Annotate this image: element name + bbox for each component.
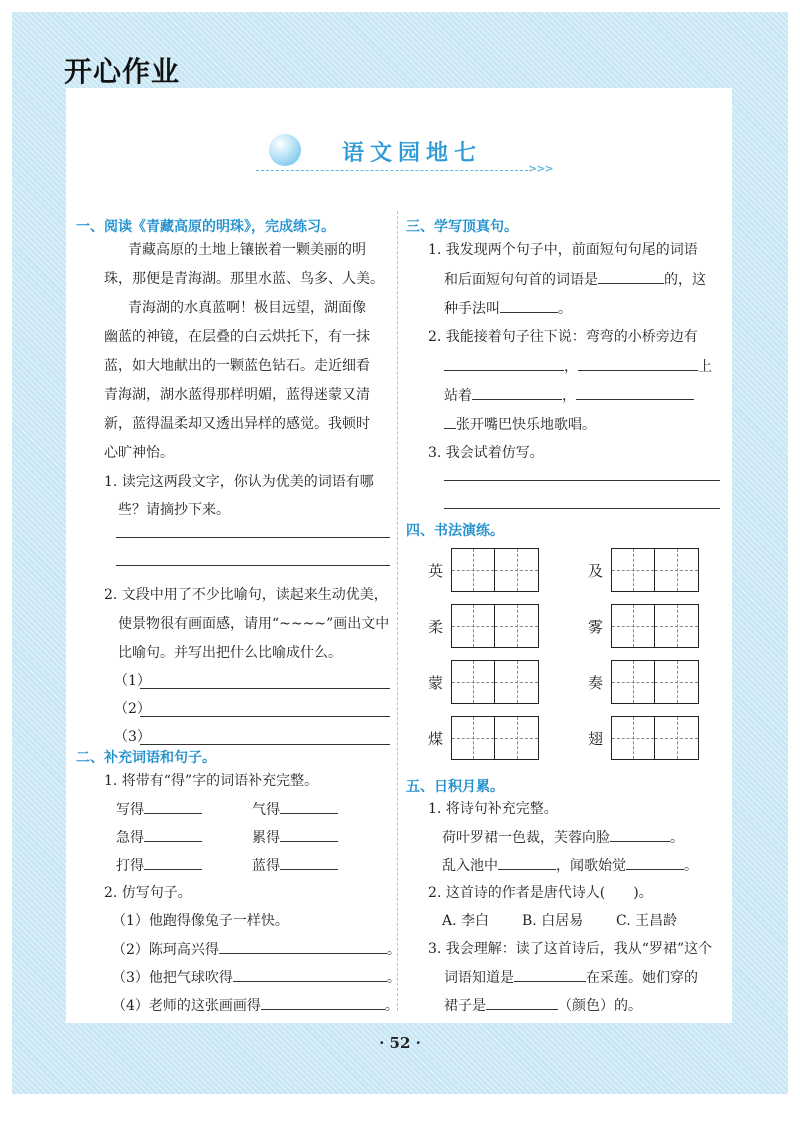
practice-char: 及 — [588, 562, 604, 580]
answer-blank[interactable] — [144, 856, 202, 870]
answer-blank[interactable] — [576, 386, 694, 400]
writing-grid[interactable] — [451, 604, 539, 648]
question-text: 2. 我能接着句子往下说：弯弯的小桥旁边有 — [428, 329, 698, 345]
section-3-heading: 三、学写顶真句。 — [406, 219, 518, 235]
writing-grid[interactable] — [611, 716, 699, 760]
answer-blank[interactable] — [514, 968, 586, 982]
question-text: 2. 仿写句子。 — [104, 885, 192, 901]
practice-char: 英 — [428, 562, 444, 580]
answer-blank[interactable] — [444, 357, 564, 371]
answer-blank[interactable] — [280, 800, 338, 814]
answer-blank[interactable] — [486, 996, 558, 1010]
answer-blank[interactable] — [598, 270, 664, 284]
answer-line[interactable] — [116, 565, 390, 566]
chevron-right-icon: >>> — [528, 162, 553, 175]
word-fill: 蓝得 — [252, 856, 338, 875]
word-fill: 气得 — [252, 800, 338, 819]
word-fill: 写得 — [116, 800, 202, 819]
answer-blank[interactable] — [280, 856, 338, 870]
writing-grid[interactable] — [611, 604, 699, 648]
question-text: 1. 读完这两段文字，你认为优美的词语有哪 — [104, 474, 374, 490]
answer-label: （2） — [114, 701, 151, 717]
answer-label: （3） — [114, 729, 151, 745]
practice-char: 蒙 — [428, 674, 444, 692]
answer-blank[interactable] — [144, 800, 202, 814]
brand-title: 开心作业 — [64, 55, 181, 88]
practice-char: 柔 — [428, 618, 444, 636]
column-divider — [397, 211, 398, 1011]
section-5-heading: 五、日积月累。 — [406, 779, 504, 795]
question-text: 些？请摘抄下来。 — [118, 502, 230, 518]
answer-line[interactable] — [140, 744, 390, 745]
question-text: 使景物很有画面感，请用“~~~~”画出文中 — [118, 616, 390, 632]
passage-line: 青藏高原的土地上镶嵌着一颗美丽的明 — [128, 242, 366, 258]
practice-char: 奏 — [588, 674, 604, 692]
practice-char: 雾 — [588, 618, 604, 636]
answer-blank[interactable] — [626, 856, 684, 870]
answer-blank[interactable] — [444, 415, 456, 429]
answer-line[interactable] — [140, 716, 390, 717]
answer-blank[interactable] — [144, 828, 202, 842]
answer-label: （1） — [114, 673, 151, 689]
answer-blank[interactable] — [233, 968, 387, 982]
option-c[interactable]: C. 王昌龄 — [616, 913, 678, 929]
worksheet-title-banner — [66, 128, 732, 188]
worksheet-card: 语文园地七 >>> 一、阅读《青藏高原的明珠》，完成练习。 青藏高原的土地上镶嵌着一颗美丽的明 珠，那便是青海湖。那里水蓝、鸟多、人美。 青海湖的水真蓝啊！极目远望，湖面像 幽蓝的神镜，在层叠的白云烘托下，有一抹 蓝，如大地献出的一颗蓝色钻石。走近细看 青海湖，湖水蓝得那样明媚，蓝得迷蒙又清 新，蓝得温柔却又透出异样的感觉。我顿时 心旷神怡。 1. 读完这两段文字，你认为优美的词语有哪 些？请摘抄下来。 2. 文段中用了不少比喻句，读起来生动优美， 使景物很有画面感，请用“~~~~”画出文中 比喻句。并写出把什么比喻成什么。 （1） （2） （3） 二、补充词语和句子。 1. 将带有“得”字的词语补充完整。 写得 气得 急得 累得 打得 蓝得 2. 仿写句子。 （1）他跑得像兔子一样快。 （2）陈珂高兴得 。 （3）他把气球吹得 。 （4）老师的这张画画得 。 三、学写顶真句。 1. 我发现两个句子中，前面短句句尾的词语 和后面短句句首的词语是 的，这 种手法叫 。 2. 我能接着句子往下说：弯弯的小桥旁边有 ， 上 站着 ， 张开嘴巴快乐地歌唱。 3. 我会试着仿写。 四、书法演练。 英 及 柔 雾 蒙 奏 煤 翅 五、日积月累。 1. 将诗句补充完整。 荷叶罗裙一色裁，芙蓉向脸 。 乱入池中 ，闻歌始觉 。 2. 这首诗的作者是唐代诗人( )。 A. 李白 B. 白居易 C. 王昌龄 3. 我会理解：读了这首诗后，我从“罗裙”这个 词语知道是 在采莲。她们穿的 裙子是 （颜色）的。 — [66, 88, 732, 1023]
passage-line: 青海湖的水真蓝啊！极目远望，湖面像 — [128, 300, 366, 316]
answer-blank[interactable] — [610, 828, 670, 842]
answer-line[interactable] — [444, 480, 720, 481]
question-text: 2. 这首诗的作者是唐代诗人( )。 — [428, 885, 653, 901]
question-text: 1. 将带有“得”字的词语补充完整。 — [104, 773, 319, 789]
answer-blank[interactable] — [219, 940, 387, 954]
word-fill: 急得 — [116, 828, 202, 847]
passage-line: 蓝，如大地献出的一颗蓝色钻石。走近细看 — [104, 358, 370, 374]
answer-blank[interactable] — [261, 996, 385, 1010]
writing-grid[interactable] — [451, 660, 539, 704]
answer-line[interactable] — [444, 508, 720, 509]
answer-blank[interactable] — [500, 299, 558, 313]
page-number: · 52 · — [379, 1034, 421, 1052]
practice-char: 翅 — [588, 730, 604, 748]
sentence-fill: （3）他把气球吹得 。 — [112, 970, 401, 986]
section-2-heading: 二、补充词语和句子。 — [76, 750, 216, 766]
writing-grid[interactable] — [611, 660, 699, 704]
answer-blank[interactable] — [578, 357, 698, 371]
worksheet-title: 语文园地七 — [342, 141, 483, 166]
writing-grid[interactable] — [451, 548, 539, 592]
title-underline — [256, 170, 528, 171]
question-text: 比喻句。并写出把什么比喻成什么。 — [118, 645, 342, 661]
passage-line: 珠，那便是青海湖。那里水蓝、鸟多、人美。 — [104, 271, 384, 287]
writing-grid[interactable] — [451, 716, 539, 760]
answer-blank[interactable] — [280, 828, 338, 842]
answer-line[interactable] — [116, 537, 390, 538]
word-fill: 打得 — [116, 856, 202, 875]
question-text: 3. 我会试着仿写。 — [428, 445, 544, 461]
answer-blank[interactable] — [472, 386, 562, 400]
option-a[interactable]: A. 李白 — [442, 913, 490, 929]
question-text: 1. 将诗句补充完整。 — [428, 801, 558, 817]
section-1-heading: 一、阅读《青藏高原的明珠》，完成练习。 — [76, 219, 335, 235]
sentence-fill: （2）陈珂高兴得 。 — [112, 942, 401, 958]
answer-blank[interactable] — [498, 856, 556, 870]
practice-char: 煤 — [428, 730, 444, 748]
section-4-heading: 四、书法演练。 — [406, 523, 504, 539]
question-text: 2. 文段中用了不少比喻句，读起来生动优美， — [104, 587, 388, 603]
question-text: 3. 我会理解：读了这首诗后，我从“罗裙”这个 — [428, 941, 713, 957]
word-fill: 累得 — [252, 828, 338, 847]
example-sentence: （1）他跑得像兔子一样快。 — [112, 913, 289, 929]
answer-line[interactable] — [140, 688, 390, 689]
passage-line: 青海湖，湖水蓝得那样明媚，蓝得迷蒙又清 — [104, 387, 370, 403]
option-b[interactable]: B. 白居易 — [522, 913, 584, 929]
passage-line: 心旷神怡。 — [104, 445, 174, 461]
passage-line: 幽蓝的神镜，在层叠的白云烘托下，有一抹 — [104, 329, 370, 345]
sentence-fill: （4）老师的这张画画得 。 — [112, 998, 399, 1014]
bubble-icon — [269, 134, 301, 166]
writing-grid[interactable] — [611, 548, 699, 592]
question-text: 1. 我发现两个句子中，前面短句句尾的词语 — [428, 242, 698, 258]
passage-line: 新，蓝得温柔却又透出异样的感觉。我顿时 — [104, 416, 370, 432]
